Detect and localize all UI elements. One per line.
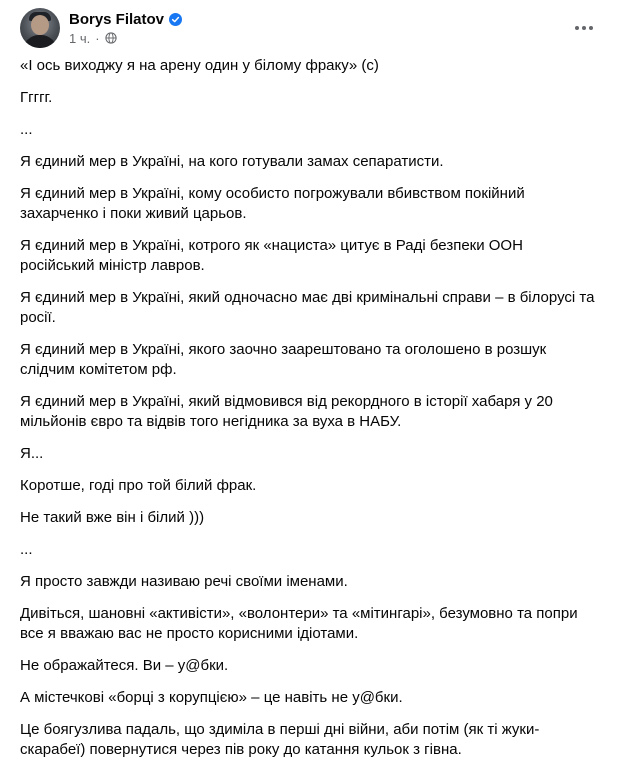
paragraph: Не ображайтеся. Ви – у@бки.: [20, 657, 229, 674]
post-timestamp[interactable]: 1 ч.: [69, 30, 91, 46]
paragraph: Я...: [20, 445, 44, 462]
globe-icon[interactable]: [105, 32, 117, 44]
paragraph: «І ось виходжу я на арену один у білому фраку» (с): [20, 57, 379, 74]
paragraph: Я єдиний мер в Україні, котрого як «нациста» цитує в Раді безпеки ООН російський міністр лавров.: [20, 237, 523, 274]
paragraph: Ггггг.: [20, 89, 53, 106]
paragraph: Це боягузлива падаль, що здиміла в перші дні війни, аби потім (як ті жуки-скарабеї) повернутися через пів року до катання кульок з гівна.: [20, 721, 540, 758]
avatar[interactable]: [20, 8, 60, 48]
more-options-icon[interactable]: [568, 12, 600, 44]
paragraph: Я єдиний мер в Україні, який одночасно має дві кримінальні справи – в білорусі та росії.: [20, 289, 595, 326]
paragraph: Дивіться, шановні «активісти», «волонтери» та «мітингарі», безумовно та попри все я вважаю вас не просто корисними ідіотами.: [20, 605, 578, 642]
paragraph: ...: [20, 121, 33, 138]
paragraph: Коротше, годі про той білий фрак.: [20, 477, 257, 494]
post-subline: [69, 31, 182, 46]
paragraph: А містечкові «борці з корупцією» – це навіть не у@бки.: [20, 689, 403, 706]
paragraph: Я єдиний мер в Україні, на кого готували замах сепаратисти.: [20, 153, 444, 170]
paragraph: Я єдиний мер в Україні, якого заочно заарештовано та оголошено в розшук слідчим комітетом рф.: [20, 341, 547, 378]
paragraph: ...: [20, 541, 33, 558]
author-name[interactable]: Borys Filatov: [69, 10, 165, 28]
paragraph: Я єдиний мер в Україні, кому особисто погрожували вбивством покійний захарченко і поки живий царьов.: [20, 185, 525, 222]
verified-badge-icon: [169, 13, 182, 26]
paragraph: Не такий вже він і білий ))): [20, 509, 205, 526]
post-meta: [69, 11, 182, 46]
post-header: [20, 6, 600, 50]
post-body: [20, 56, 600, 772]
paragraph: Я просто завжди називаю речі своїми іменами.: [20, 573, 348, 590]
paragraph: Я єдиний мер в Україні, який відмовився від рекордного в історії хабаря у 20 мільйонів євро та відвів того негідника за вуха в НАБУ.: [20, 393, 553, 430]
author-row: [69, 11, 182, 28]
separator-dot: ·: [95, 30, 100, 46]
